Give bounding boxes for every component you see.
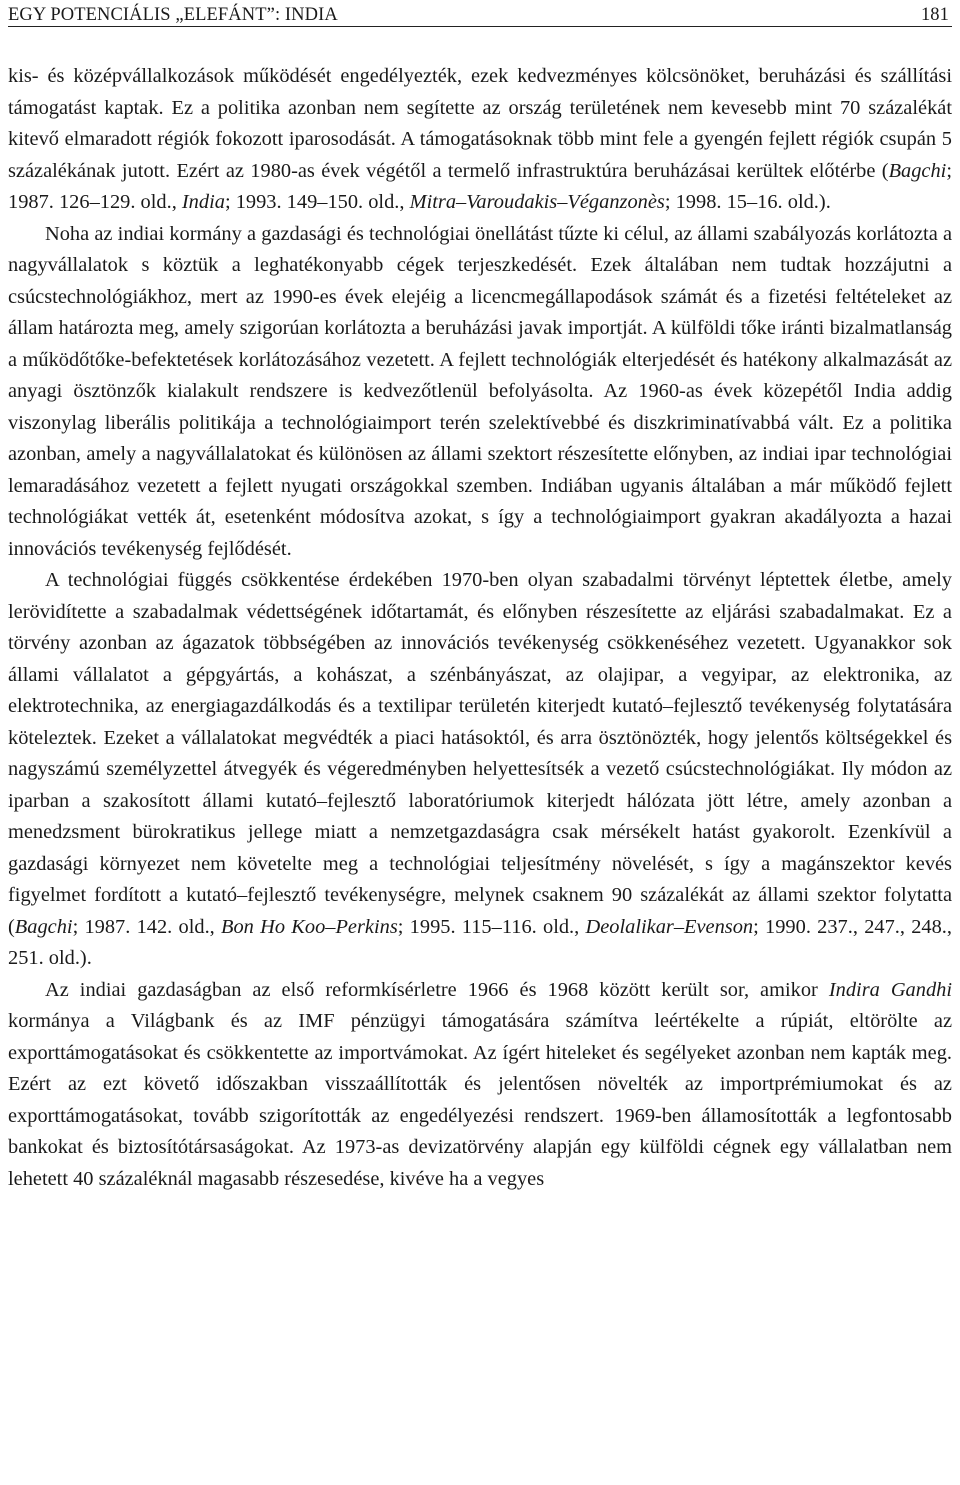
paragraph (8, 219, 952, 566)
italic-citation: Deolalikar–Evenson (585, 915, 754, 938)
text-run: ; 1987. 126–129. old., (8, 159, 952, 213)
italic-citation: Bagchi (888, 159, 947, 182)
text-run: ; 1993. 149–150. old., (224, 191, 410, 213)
italic-citation: India (181, 191, 225, 213)
book-page (8, 0, 952, 1195)
paragraph (8, 975, 952, 1196)
body-text (8, 61, 952, 1195)
text-run: Az indiai gazdaságban az első reformkísérletre 1966 és 1968 között került sor, amikor (45, 978, 829, 1001)
italic-citation: Mitra–Varoudakis–Véganzonès (409, 191, 665, 213)
paragraph (8, 61, 952, 219)
italic-citation: Indira Gandhi (828, 978, 953, 1001)
paragraph (8, 565, 952, 975)
text-run: ; 1995. 115–116. old., (397, 915, 586, 938)
running-header (8, 0, 952, 27)
running-title: EGY POTENCIÁLIS „ELEFÁNT”: INDIA (8, 5, 338, 25)
text-run: ; 1987. 142. old., (72, 915, 222, 938)
text-run: Noha az indiai kormány a gazdasági és technológiai önellátást tűzte ki célul, az állami szabályozás korlátozta a nagyvállalatok s köztük a leghatékonyabb cégek terjeszkedését. Ezek általában nem tudtak hozzájutni a csúcstechnológiákhoz, mert az 1990-es évek elejéig a licencmegállapodások számát és a fizetési feltételeket az állam határozta meg, amely szigorúan korlátozta a beruházási javak importját. A külföldi tőke iránti bizalmatlanság a működőtőke-befektetések korlátozásához vezetett. A fejlett technológiák elterjedését és hatékony alkalmazását az anyagi ösztönzők kialakult rendszere is kedvezőtlenül befolyásolta. Az 1960-as évek közepétől India addig viszonylag liberális politikája a technológiaimport terén szelektívebbé és diszkriminatívabbá vált. Ez a politika azonban, amely a nagyvállalatokat és különösen az állami szektort részesítette előnyben, az indiai ipar technológiai lemaradásához vezetett a fejlett nyugati országokkal szemben. Indiában ugyanis általában a már működő fejlett technológiákat vették át, esetenként módosítva azokat, s így a technológiaimport gyakran akadályozta a hazai innovációs tevékenység fejlődését. (8, 222, 952, 560)
text-run: A technológiai függés csökkentése érdekében 1970-ben olyan szabadalmi törvényt léptettek életbe, amely lerövidítette a szabadalmak védettségének időtartamát, és előnyben részesítette az eljárási szabadalmakat. Ez a törvény azonban az ágazatok többségében az innovációs tevékenység csökkenéséhez vezetett. Ugyanakkor sok állami vállalatot a gépgyártás, a kohászat, a szénbányászat, az olajipar, a vegyipar, az elektronika, az elektrotechnika, az energiagazdálkodás és a textilipar területén kiterjedt kutató–fejlesztő tevékenység folytatására köteleztek. Ezeket a vállalatokat megvédték a piaci hatásoktól, és arra ösztönözték, hogy jelentős költségekkel és nagyszámú személyzettel átvegyék és végeredményben helyettesítsék a vezető csúcstechnológiákat. Ily módon az iparban a szakosított állami kutató–fejlesztő laboratóriumok kiterjedt hálózata jött létre, amely azonban a menedzsment bürokratikus jellege miatt a nemzetgazdaságra csak mérsékelt hatást gyakorolt. Ezenkívül a gazdasági környezet nem követelte meg a technológiai teljesítmény növelését, s így a magánszektor kevés figyelmet fordított a kutató–fejlesztő tevékenységre, melynek csaknem 90 százalékát az állami szektor folytatta ( (8, 569, 952, 938)
text-run: kormánya a Világbank és az IMF pénzügyi támogatására számítva leértékelte a rúpiát, eltörölte az exporttámogatásokat és csökkentette az importvámokat. Az ígért hiteleket és segélyeket azonban nem kapták meg. Ezért az ezt követő időszakban visszaállították és jelentősen növelték az importprémiumokat és az exporttámogatásokat, tovább szigorították az engedélyezési rendszert. 1969-ben államosították a legfontosabb bankokat és biztosítótársaságokat. Az 1973-as devizatörvény alapján egy külföldi cégnek egy vállalatban nem lehetett 40 százaléknál magasabb részesedése, kivéve ha a vegyes (8, 1010, 952, 1190)
italic-citation: Bon Ho Koo–Perkins (221, 915, 398, 938)
text-run: ; 1990. 237., 247., 248., 251. old.). (8, 915, 952, 969)
text-run: ; 1998. 15–16. old.). (664, 191, 831, 213)
italic-citation: Bagchi (14, 915, 73, 938)
text-run: kis- és középvállalkozások működését engedélyezték, ezek kedvezményes kölcsönöket, beruházási és szállítási támogatást kaptak. Ez a politika azonban nem segítette az ország területének nem kevesebb mint 70 százalékát kitevő elmaradott régiók fokozott iparosodását. A támogatásoknak több mint fele a gyengén fejlett régiók csupán 5 százalékának jutott. Ezért az 1980-as évek végétől a termelő infrastruktúra beruházásai kerültek előtérbe ( (8, 65, 952, 182)
page-number: 181 (920, 5, 949, 25)
